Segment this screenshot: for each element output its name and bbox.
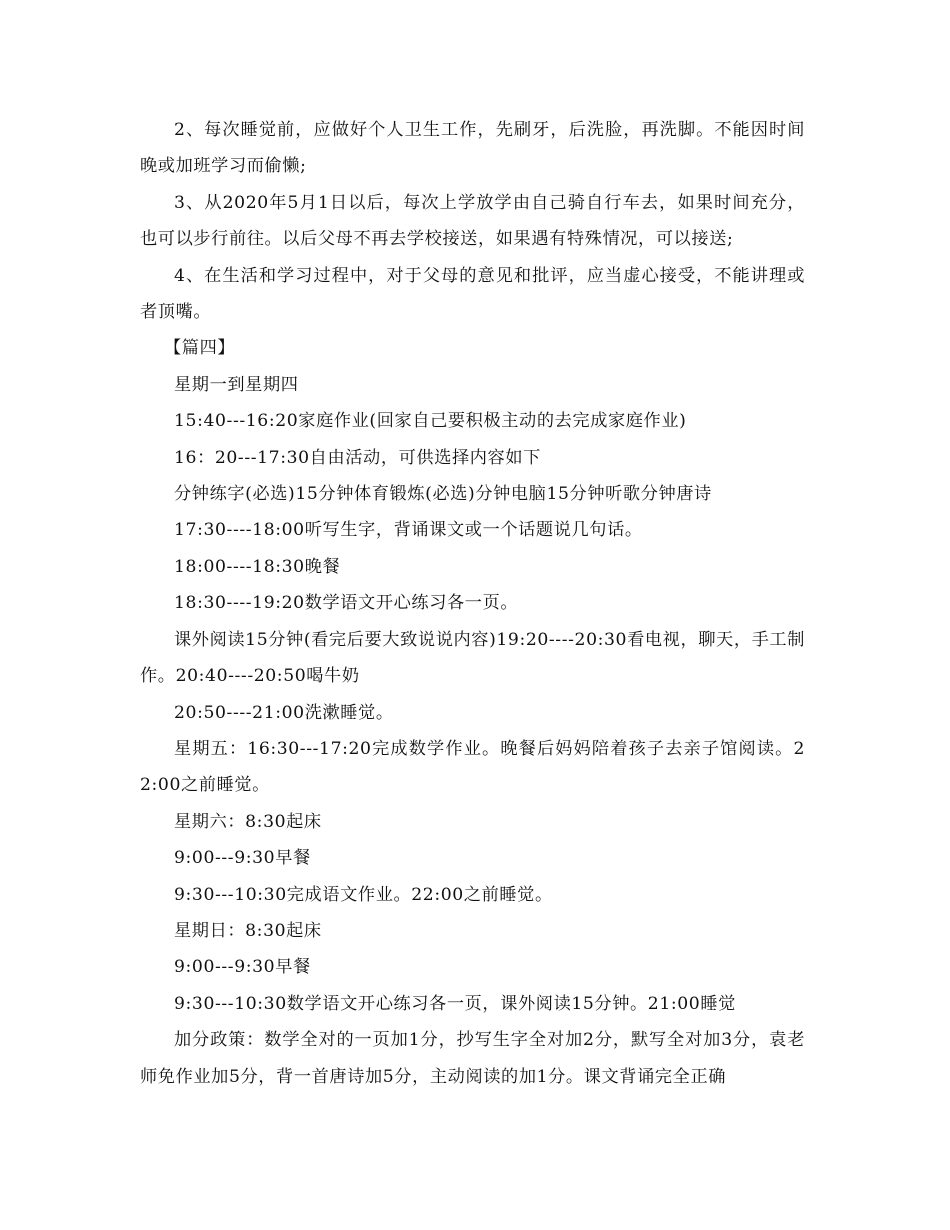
schedule-line: 9:30---10:30数学语文开心练习各一页，课外阅读15分钟。21:00睡觉 [174, 993, 736, 1014]
schedule-line: 15:40---16:20家庭作业(回家自己要积极主动的去完成家庭作业) [174, 411, 687, 432]
bonus-policy-paragraph: 加分政策：数学全对的一页加1分，抄写生字全对加2分，默写全对加3分，袁老师免作业加5分，背一首唐诗加5分，主动阅读的加1分。课文背诵完全正确 [140, 1030, 805, 1087]
schedule-line: 18:30----19:20数学语文开心练习各一页。 [174, 593, 519, 614]
schedule-line: 16：20---17:30自由活动，可供选择内容如下 [174, 447, 541, 468]
schedule-line: 课外阅读15分钟(看完后要大致说说内容)19:20----20:30看电视，聊天，手工制作。20:40----20:50喝牛奶 [140, 629, 805, 687]
schedule-line: 17:30----18:00听写生字，背诵课文或一个话题说几句话。 [174, 520, 643, 541]
paragraph-rule-3: 3、从2020年5月1日以后，每次上学放学由自己骑自行车去，如果时间充分，也可以步行前往。以后父母不再去学校接送，如果遇有特殊情况，可以接送; [140, 192, 805, 250]
paragraph-rule-4: 4、在生活和学习过程中，对于父母的意见和批评，应当虚心接受，不能讲理或者顶嘴。 [140, 265, 805, 323]
schedule-line: 分钟练字(必选)15分钟体育锻炼(必选)分钟电脑15分钟听歌分钟唐诗 [174, 484, 712, 505]
schedule-line: 20:50----21:00洗漱睡觉。 [174, 702, 394, 723]
schedule-line: 9:00---9:30早餐 [174, 957, 311, 978]
schedule-line: 9:30---10:30完成语文作业。22:00之前睡觉。 [174, 884, 553, 905]
schedule-line-saturday: 星期六：8:30起床 [174, 811, 322, 832]
paragraph-rule-2: 2、每次睡觉前，应做好个人卫生工作，先刷牙，后洗脸，再洗脚。不能因时间晚或加班学习而偷懒; [140, 120, 805, 177]
document-body [140, 112, 805, 1095]
schedule-line: 18:00----18:30晚餐 [174, 556, 341, 577]
paragraph-weekday-title: 星期一到星期四 [174, 374, 299, 395]
schedule-line-friday: 星期五：16:30---17:20完成数学作业。晚餐后妈妈陪着孩子去亲子馆阅读。22:00之前睡觉。 [140, 738, 805, 796]
schedule-line: 9:00---9:30早餐 [174, 848, 311, 869]
section-heading: 【篇四】 [164, 338, 236, 359]
schedule-line-sunday: 星期日：8:30起床 [174, 920, 322, 941]
